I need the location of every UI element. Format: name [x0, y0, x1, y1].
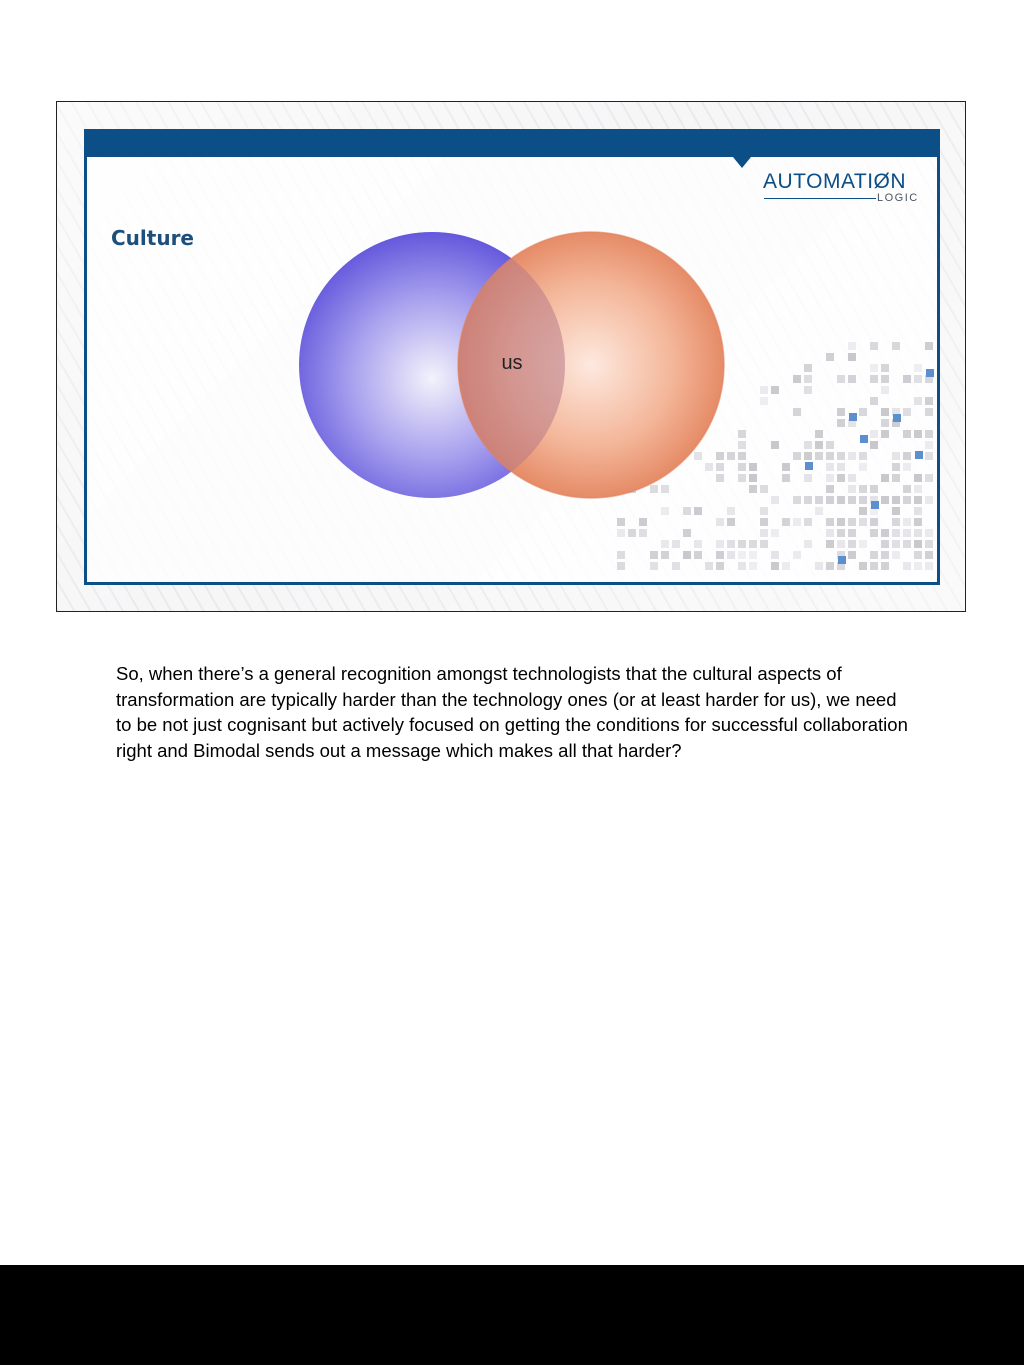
- speaker-notes: So, when there’s a general recognition amongst technologists that the cultural aspects of transformation are typically harder than the technology ones (or at least harder for us), we need to be not just cognisant but actively focused on getting the conditions for successful collaboration right and Bimodal sends out a message which makes all that harder?: [116, 663, 908, 761]
- logo-wordmark: AUTOMATIØN: [763, 170, 907, 193]
- venn-intersection-label: us: [501, 352, 523, 374]
- logo-subtext: LOGIC: [877, 192, 919, 204]
- slide: [56, 101, 966, 612]
- footer-bar: [0, 1265, 1024, 1365]
- slide-title: Culture: [111, 226, 194, 250]
- venn-diagram: [57, 102, 966, 612]
